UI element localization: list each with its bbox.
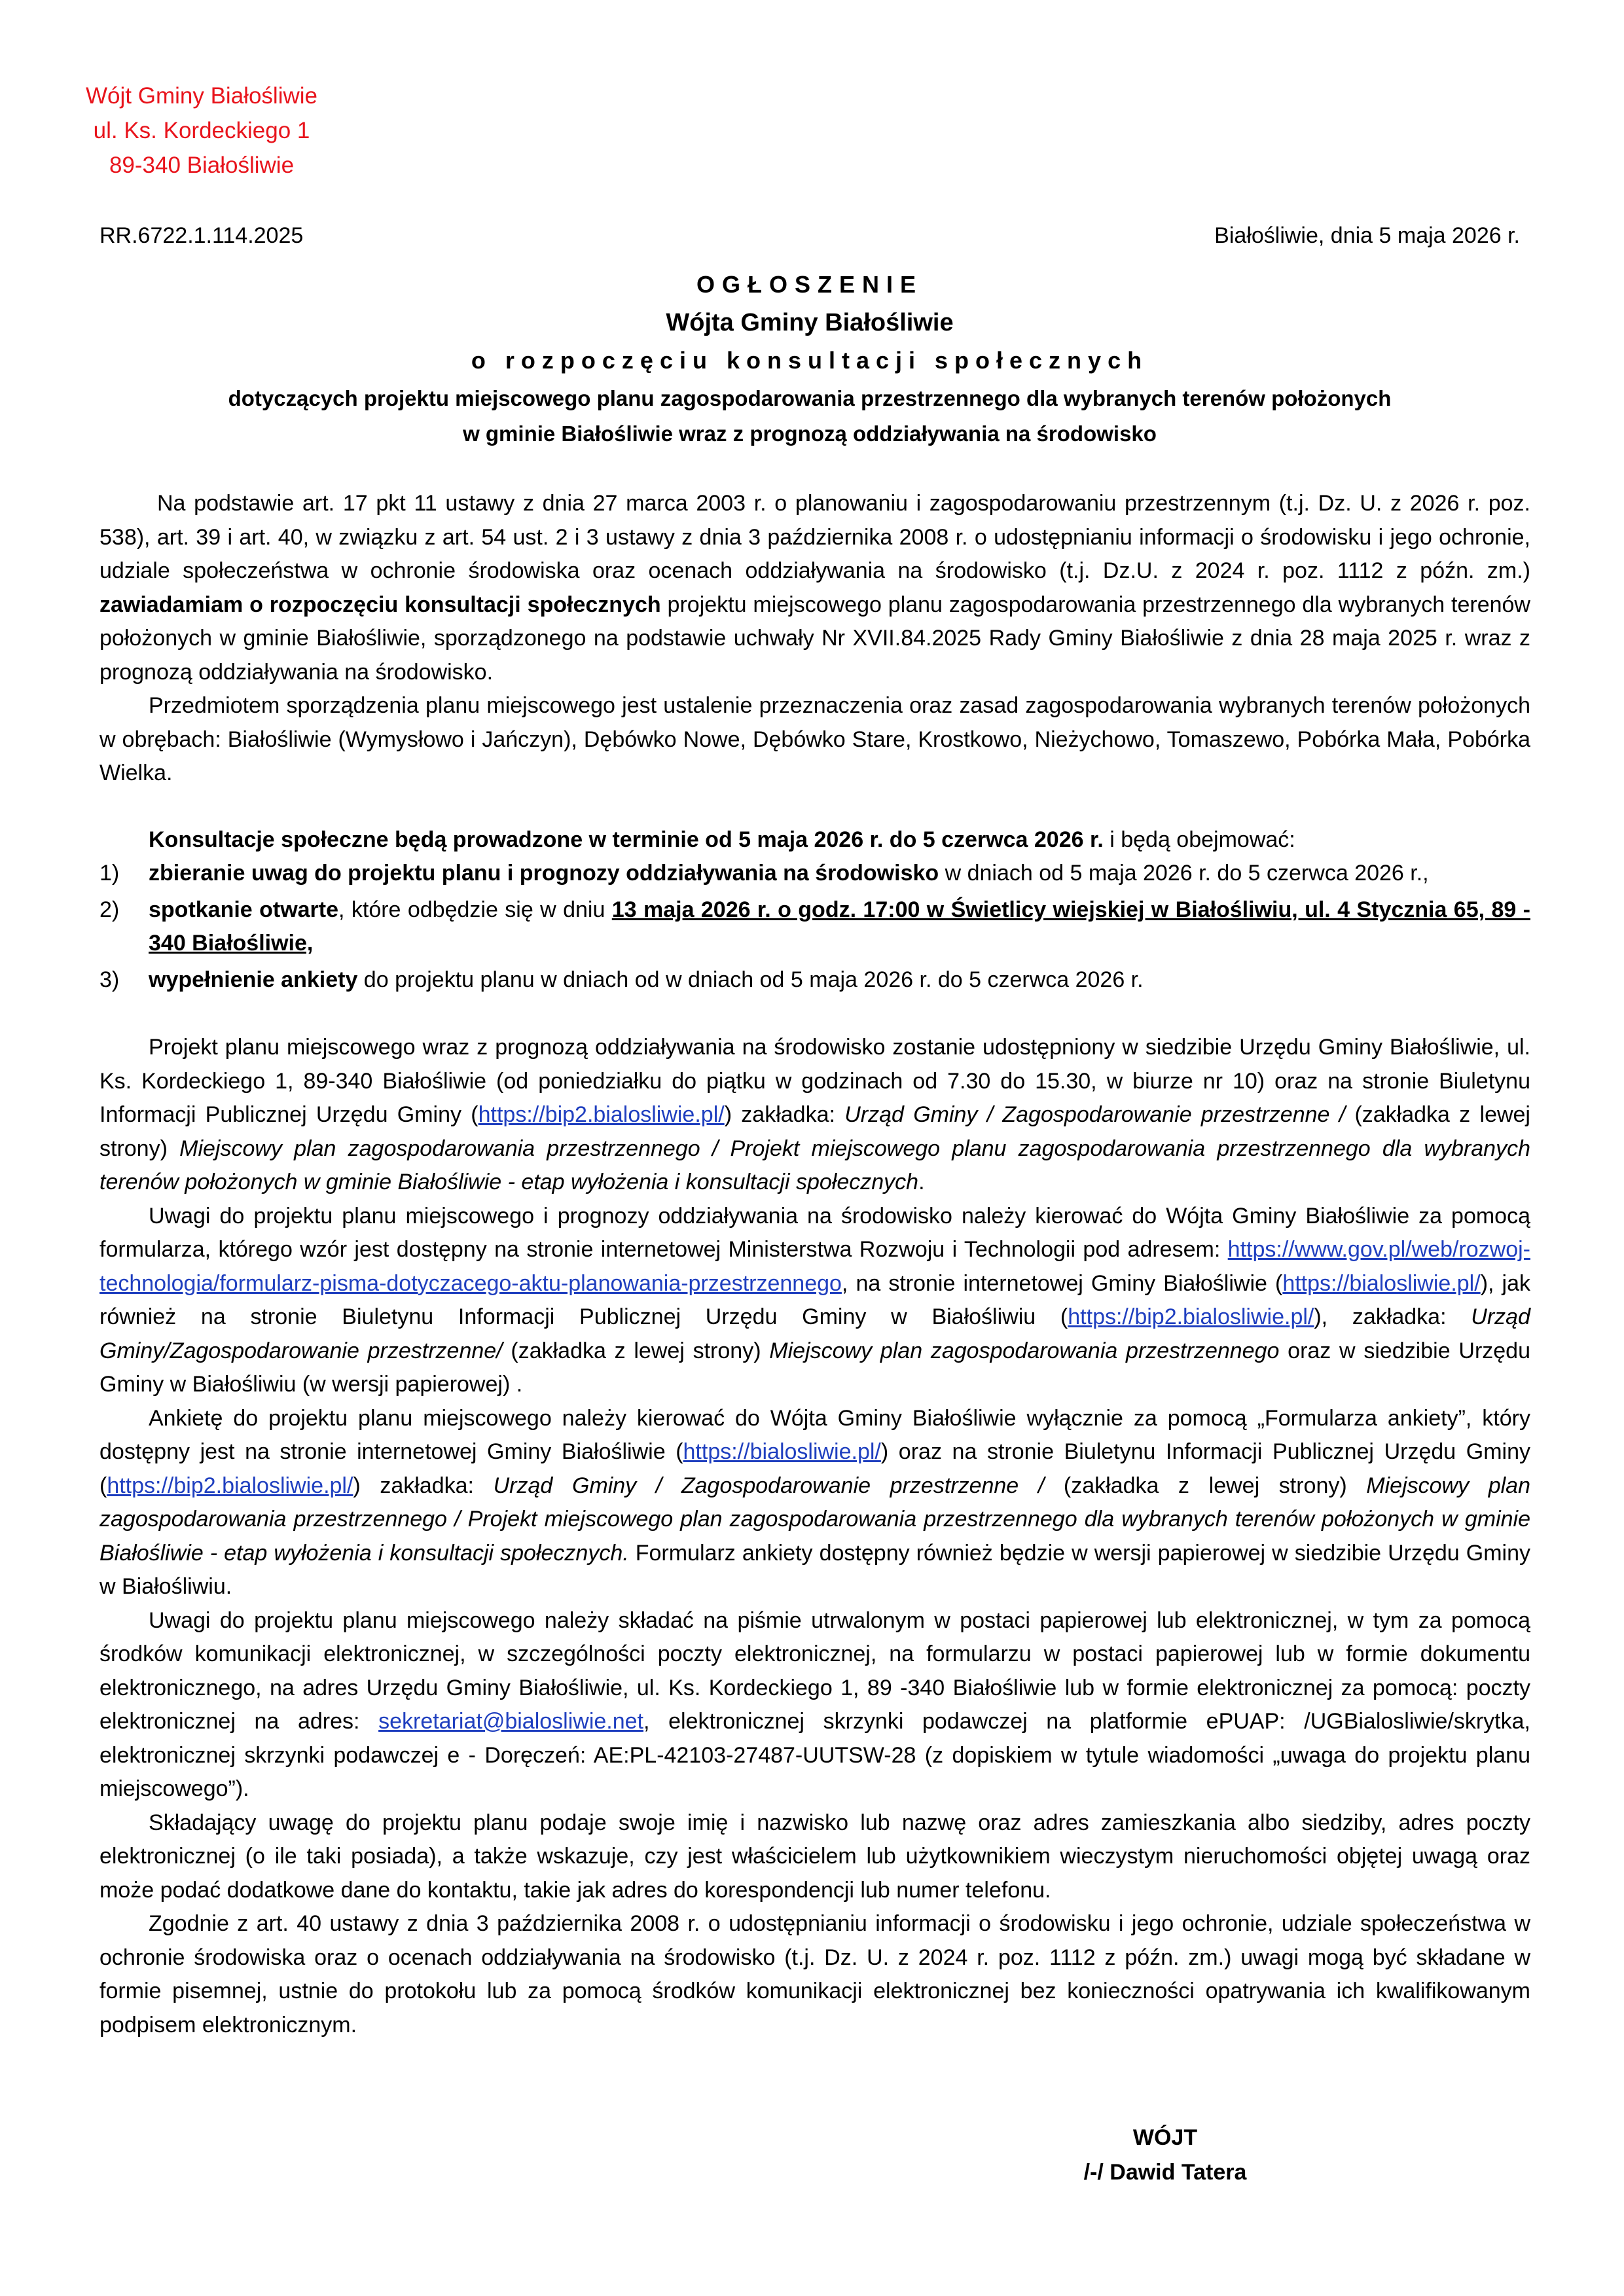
signature-block [995, 2121, 1335, 2190]
consultation-item-survey: 3) wypełnienie ankiety do projektu planu w dniach od w dniach od 5 maja 2026 r. do 5 czerwca 2026 r. [99, 963, 1530, 997]
ministry-form-link[interactable]: https://www.gov.pl/web/rozwoj-technologia/formularz-pisma-dotyczacego-aktu-planowania-przestrzennego [99, 1237, 1530, 1296]
heading-issuer: Wójta Gminy Białośliwie [666, 309, 954, 336]
list-number: 1) [99, 861, 120, 886]
heading-subject: o rozpoczęciu konsultacji społecznych [471, 347, 1149, 374]
paragraph-legal-note: Zgodnie z art. 40 ustawy z dnia 3 października 2008 r. o udostępnianiu informacji o środowisku i jego ochronie, udziale społeczeństwa w ochronie środowiska oraz o ocenach oddziaływania na środowisko (t.j. Dz. U. z 2024 r. poz. 1112 z późn. zm.) uwagi mogą być składane w formie pisemnej, ustnie do protokołu lub za pomocą środków komunikacji elektronicznej bez konieczności opatrywania ich kwalifikowanym podpisem elektronicznym. [99, 1911, 1530, 2037]
paragraph-submission: Uwagi do projektu planu miejscowego należy składać na piśmie utrwalonym w postaci papierowej lub elektronicznej, w tym za pomocą środków komunikacji elektronicznej, w szczególności poczty elektronicznej, na formularzu w postaci papierowej lub w formie dokumentu elektronicznego, na adres Urzędu Gminy Białośliwie, ul. Ks. Kordeckiego 1, 89 -340 Białośliwie lub w formie elektronicznej za pomocą: poczty elektronicznej na adres: sekretariat@bialosliwie.net, elektronicznej skrzynki podawczej na platformie ePUAP: /UGBialosliwie/skrytka, elektronicznej skrzynki podawczej e - Doręczeń: AE:PL-42103-27487-UUTSW-28 (z dopiskiem w tytule wiadomości „uwaga do projektu planu miejscowego”). [99, 1607, 1530, 1801]
sender-postcode-city: 89-340 Białośliwie [109, 152, 295, 178]
consultation-item-remarks: 1) zbieranie uwag do projektu planu i prognozy oddziaływania na środowisko w dniach od 5 maja 2026 r. do 5 czerwca 2026 r., [99, 857, 1530, 891]
list-number: 3) [99, 967, 120, 992]
paragraph-submitter-data: Składający uwagę do projektu planu podaje swoje imię i nazwisko lub nazwę oraz adres zamieszkania albo siedziby, adres poczty elektronicznej (o ile taki posiada), a także wskazuje, czy jest właścicielem lub użytkownikiem wieczystym nieruchomości objętej uwagą oraz może podać dodatkowe dane do kontaktu, takie jak adres do korespondencji lub numer telefonu. [99, 1810, 1530, 1903]
consultation-lead: Konsultacje społeczne będą prowadzone w terminie od 5 maja 2026 r. do 5 czerwca 2026 r. i będą obejmować: [149, 827, 1295, 852]
paragraph-remarks-form: Uwagi do projektu planu miejscowego i prognozy oddziaływania na środowisko należy kierować do Wójta Gminy Białośliwie za pomocą formularza, którego wzór jest dostępny na stronie internetowej Ministerstwa Rozwoju i Technologii pod adresem: https://www.gov.pl/web/rozwoj-technologia/formularz-pisma-dotyczacego-aktu-planowania-przestrzennego, na stronie internetowej Gminy Białośliwie (https://bialosliwie.pl/), jak również na stronie Biuletynu Informacji Publicznej Urzędu Gminy w Białośliwiu (https://bip2.bialosliwie.pl/), zakładka: Urząd Gminy/Zagospodarowanie przestrzenne/ (zakładka z lewej strony) Miejscowy plan zagospodarowania przestrzennego oraz w siedzibie Urzędu Gminy w Białośliwiu (w wersji papierowej) . [99, 1203, 1530, 1397]
bip-link[interactable]: https://bip2.bialosliwie.pl/ [478, 1102, 725, 1127]
paragraph-survey: Ankietę do projektu planu miejscowego należy kierować do Wójta Gminy Białośliwie wyłącznie za pomocą „Formularza ankiety”, który dostępny jest na stronie internetowej Gminy Białośliwie (https://bialosliwie.pl/) oraz na stronie Biuletynu Informacji Publicznej Urzędu Gminy (https://bip2.bialosliwie.pl/) zakładka: Urząd Gminy / Zagospodarowanie przestrzenne / (zakładka z lewej strony) Miejscowy plan zagospodarowania przestrzennego / Projekt miejscowego plan zagospodarowania przestrzennego dla wybranych terenów położonych w gminie Białośliwie - etap wyłożenia i konsultacji społecznych. Formularz ankiety dostępny również będzie w wersji papierowej w siedzibie Urzędu Gminy w Białośliwiu. [99, 1405, 1531, 1599]
sender-street: ul. Ks. Kordeckiego 1 [93, 118, 310, 143]
bip-link[interactable]: https://bip2.bialosliwie.pl/ [107, 1473, 353, 1498]
case-reference: RR.6722.1.114.2025 [99, 223, 304, 248]
place-and-date: Białośliwie, dnia 5 maja 2026 r. [1214, 223, 1520, 248]
announcement-heading [99, 266, 1520, 452]
email-link[interactable]: sekretariat@bialosliwie.net [378, 1709, 644, 1734]
signature-name: /-/ Dawid Tatera [1083, 2160, 1247, 2185]
paragraph-plan-subject: Przedmiotem sporządzenia planu miejscowego jest ustalenie przeznaczenia oraz zasad zagospodarowania wybranych terenów położonych w obrębach: Białośliwie (Wymysłowo i Jańczyn), Dębówko Nowe, Dębówko Stare, Krostkowo, Nieżychowo, Tomaszewo, Pobórka Mała, Pobórka Wielka. [99, 693, 1530, 785]
heading-description-line2: w gminie Białośliwie wraz z prognozą oddziaływania na środowisko [463, 422, 1157, 446]
heading-title: OGŁOSZENIE [696, 271, 924, 298]
notice-bold-phrase: zawiadamiam o rozpoczęciu konsultacji społecznych [99, 592, 661, 617]
spacer [99, 791, 1530, 823]
meeting-date-place: 13 maja 2026 r. o godz. 17:00 w Świetlicy wiejskiej w Białośliwiu, ul. 4 Stycznia 65, 89 - 340 Białośliwie, [149, 897, 1530, 956]
consultation-item-meeting: 2) spotkanie otwarte, które odbędzie się w dniu 13 maja 2026 r. o godz. 17:00 w Świetlicy wiejskiej w Białośliwiu, ul. 4 Stycznia 65, 89 - 340 Białośliwie, [99, 893, 1530, 961]
spacer [99, 997, 1530, 1031]
reference-line [99, 219, 1520, 253]
signature-title: WÓJT [1132, 2125, 1198, 2150]
municipality-link[interactable]: https://bialosliwie.pl/ [1282, 1270, 1481, 1296]
heading-description-line1: dotyczących projektu miejscowego planu zagospodarowania przestrzennego dla wybranych terenów położonych [228, 386, 1392, 410]
announcement-body [99, 487, 1530, 2042]
paragraph-availability: Projekt planu miejscowego wraz z prognozą oddziaływania na środowisko zostanie udostępniony w siedzibie Urzędu Gminy Białośliwie, ul. Ks. Kordeckiego 1, 89-340 Białośliwie (od poniedziałku do piątku w godzinach od 7.30 do 15.30, w biurze nr 10) oraz na stronie Biuletynu Informacji Publicznej Urzędu Gminy (https://bip2.bialosliwie.pl/) zakładka: Urząd Gminy / Zagospodarowanie przestrzenne / (zakładka z lewej strony) Miejscowy plan zagospodarowania przestrzennego / Projekt miejscowego planu zagospodarowania przestrzennego dla wybranych terenów położonych w gminie Białośliwie - etap wyłożenia i konsultacji społecznych. [99, 1035, 1530, 1194]
paragraph-legal-basis: Na podstawie art. 17 pkt 11 ustawy z dnia 27 marca 2003 r. o planowaniu i zagospodarowaniu przestrzennym (t.j. Dz. U. z 2026 r. poz. 538), art. 39 i art. 40, w związku z art. 54 ust. 2 i 3 ustawy z dnia 3 października 2008 r. o udostępnianiu informacji o środowisku i jego ochronie, udziale społeczeństwa w ochronie środowiska oraz ocenach oddziaływania na środowisko (t.j. Dz.U. z 2024 r. poz. 1112 z późn. zm.) zawiadamiam o rozpoczęciu konsultacji społecznych projektu miejscowego planu zagospodarowania przestrzennego dla wybranych terenów położonych w gminie Białośliwie, sporządzonego na podstawie uchwały Nr XVII.84.2025 Rady Gminy Białośliwie z dnia 28 maja 2025 r. wraz z prognozą oddziaływania na środowisko. [99, 491, 1530, 685]
municipality-link[interactable]: https://bialosliwie.pl/ [683, 1439, 881, 1464]
bip-link[interactable]: https://bip2.bialosliwie.pl/ [1068, 1304, 1314, 1329]
sender-name: Wójt Gminy Białośliwie [86, 83, 317, 109]
list-number: 2) [99, 897, 120, 922]
sender-address [67, 79, 336, 183]
heading-description [99, 381, 1520, 452]
